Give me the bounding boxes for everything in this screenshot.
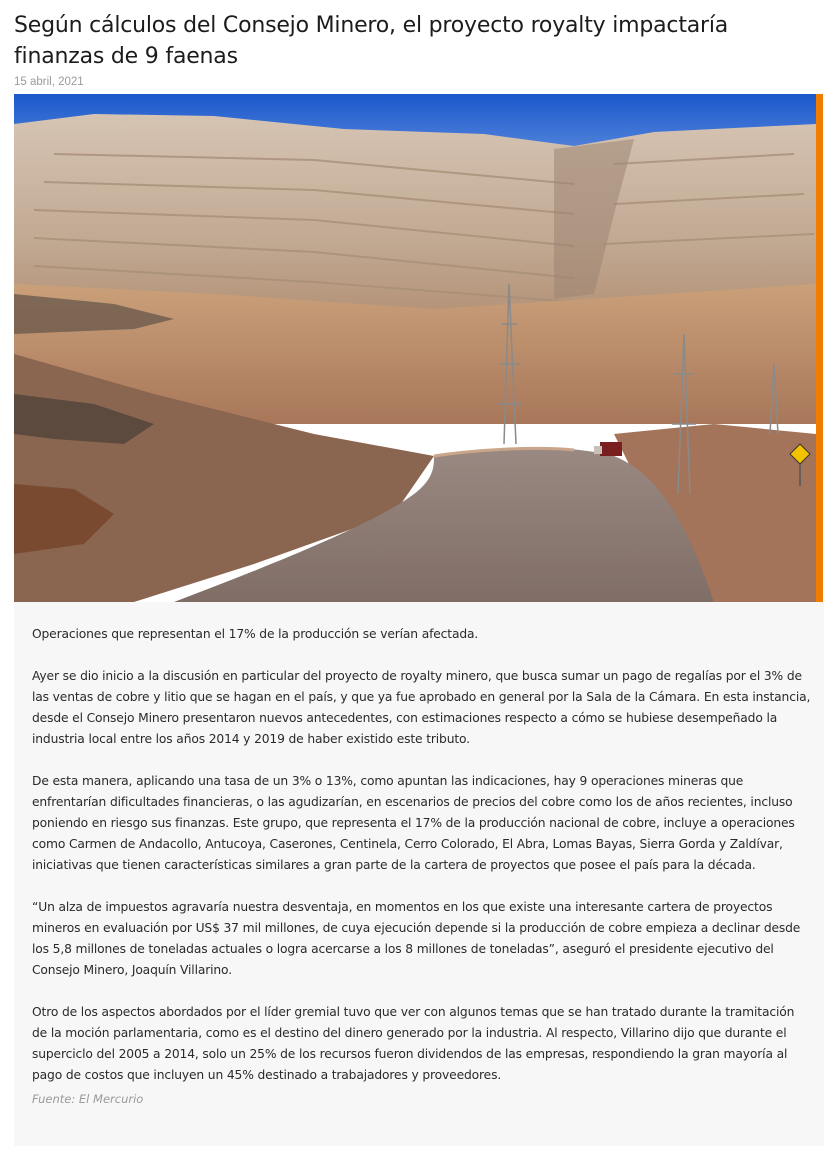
publish-date: 15 abril, 2021 <box>14 76 84 88</box>
article-paragraph: Otro de los aspectos abordados por el líder gremial tuvo que ver con algunos temas que se han tratado durante la tramitación de la moción parlamentaria, como es el destino del dinero generado por la industria. Al respecto, Villarino dijo que durante el superciclo del 2005 a 2014, solo un 25% de los recursos fueron dividendos de las empresas, respondiendo la gran mayoría al pago de costos que incluyen un 45% destinado a trabajadores y proveedores. <box>32 1005 795 1082</box>
hero-image <box>14 94 816 602</box>
article-lead: Operaciones que representan el 17% de la producción se verían afectada. <box>32 627 479 641</box>
article-paragraph: “Un alza de impuestos agravaría nuestra desventaja, en momentos en los que existe una interesante cartera de proyectos mineros en evaluación por US$ 37 mil millones, de cuya ejecución depende si la producción de cobre empieza a declinar desde los 5,8 millones de toneladas actuales o logra acercarse a los 8 millones de toneladas”, aseguró el presidente ejecutivo del Consejo Minero, Joaquín Villarino. <box>32 900 801 977</box>
article-paragraph: De esta manera, aplicando una tasa de un 3% o 13%, como apuntan las indicaciones, hay 9 operaciones mineras que enfrentarían dificultades financieras, o las agudizarían, en escenarios de precios del cobre como los de años recientes, incluso poniendo en riesgo sus finanzas. Este grupo, que representa el 17% de la producción nacional de cobre, incluye a operaciones como Carmen de Andacollo, Antucoya, Caserones, Centinela, Cerro Colorado, El Abra, Lomas Bayas, Sierra Gorda y Zaldívar, iniciativas que tienen características similares a gran parte de la cartera de proyectos que posee el país para la década. <box>32 774 795 872</box>
accent-bar <box>816 94 823 606</box>
article-source: Fuente: El Mercurio <box>32 1092 144 1106</box>
article-paragraph: Ayer se dio inicio a la discusión en particular del proyecto de royalty minero, que busca sumar un pago de regalías por el 3% de las ventas de cobre y litio que se hagan en el país, y que ya fue aprobado en general por la Sala de la Cámara. En esta instancia, desde el Consejo Minero presentaron nuevos antecedentes, con estimaciones respecto a cómo se hubiese desempeñado la industria local entre los años 2014 y 2019 de haber existido este tributo. <box>32 669 811 746</box>
article-title: Según cálculos del Consejo Minero, el proyecto royalty impactaría finanzas de 9 faenas <box>14 13 729 69</box>
open-pit-mine-photo <box>14 94 816 602</box>
article-body <box>32 624 812 1107</box>
